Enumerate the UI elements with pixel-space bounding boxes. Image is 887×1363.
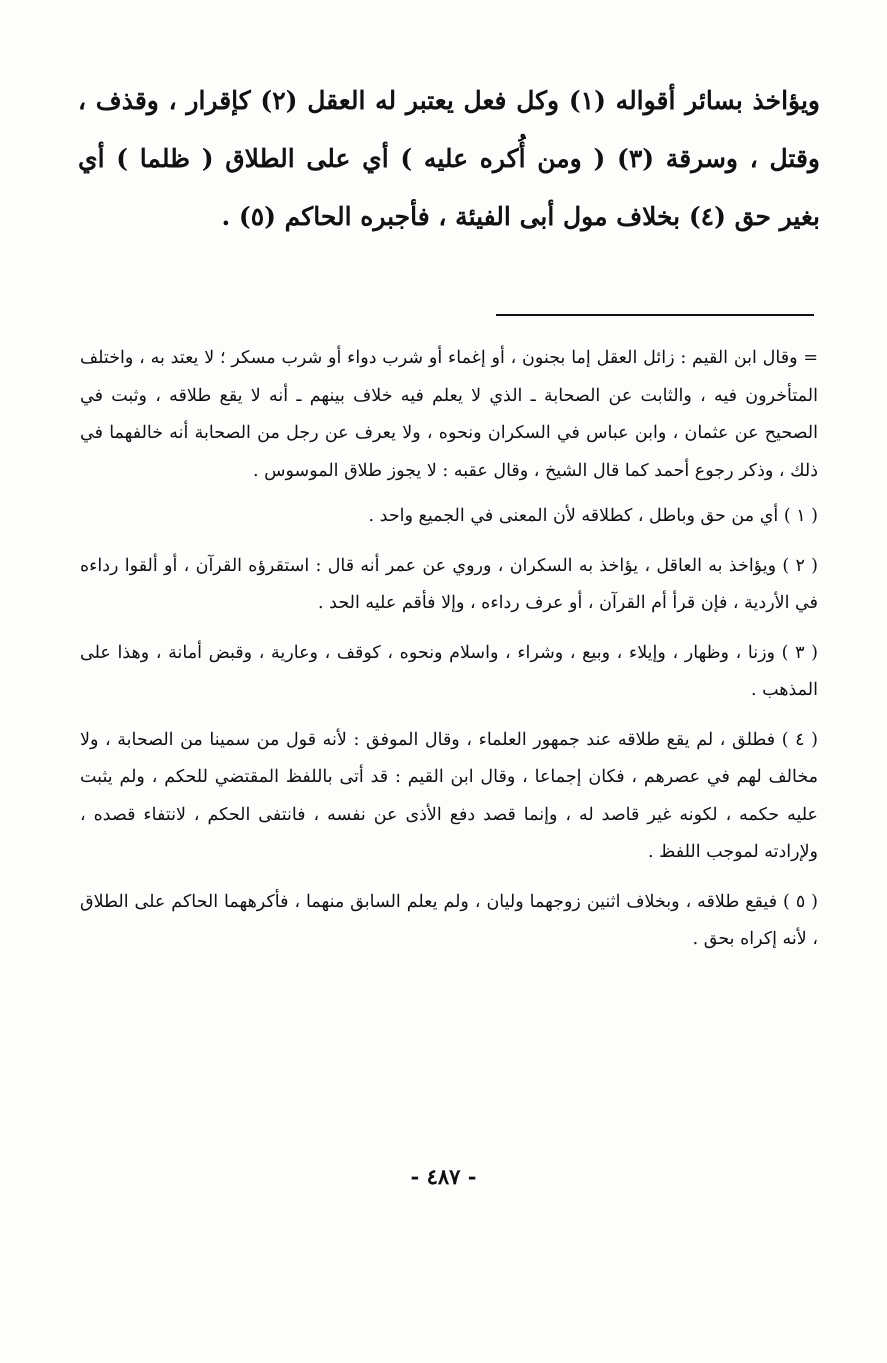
footnote-2: ( ٢ ) ويؤاخذ به العاقل ، يؤاخذ به السكران ، وروي عن عمر أنه قال : استقرؤه القرآن ، أو ألقوا رداءه في الأردية ، فإن قرأ أم القرآن ، أو عرف رداءه ، وإلا فأقم عليه الحد .: [80, 555, 818, 613]
main-text-block: [78, 72, 820, 246]
footnote-divider: [496, 314, 814, 316]
footnote-3: ( ٣ ) وزنا ، وظهار ، وإيلاء ، وبيع ، وشراء ، واسلام ونحوه ، كوقف ، وعارية ، وقبض أمانة ، وهذا على المذهب .: [80, 642, 818, 700]
footnotes-block: [80, 340, 818, 971]
footnote-1: ( ١ ) أي من حق وباطل ، كطلاقه لأن المعنى في الجميع واحد .: [368, 506, 818, 526]
main-paragraph: ويؤاخذ بسائر أقواله (١) وكل فعل يعتبر له العقل (٢) كإقرار ، وقذف ، وقتل ، وسرقة (٣) ( ومن أُكره عليه ) أي على الطلاق ( ظلما ) أي بغير حق (٤) بخلاف مول أبى الفيئة ، فأجبره الحاكم (٥) .: [78, 86, 820, 231]
page-number: - ٤٨٧ -: [410, 1164, 477, 1189]
footnote-5: ( ٥ ) فيقع طلاقه ، وبخلاف اثنين زوجهما وليان ، ولم يعلم السابق منهما ، فأكرههما الحاكم على الطلاق ، لأنه إكراه بحق .: [80, 891, 819, 949]
footnote-continuation: = وقال ابن القيم : زائل العقل إما بجنون ، أو إغماء أو شرب دواء أو شرب مسكر ؛ لا يعتد به ، واختلف المتأخرون فيه ، والثابت عن الصحابة ـ الذي لا يعلم فيه خلاف بينهم ـ أنه لا يقع طلاقه ، وثبت في الصحيح عن عثمان ، وابن عباس في السكران ونحوه ، ولا يعرف عن رجل من الصحابة أنه خالفهما في ذلك ، وذكر رجوع أحمد كما قال الشيخ ، وقال عقبه : لا يجوز طلاق الموسوس .: [80, 348, 818, 481]
footnote-4: ( ٤ ) فطلق ، لم يقع طلاقه عند جمهور العلماء ، وقال الموفق : لأنه قول من سمينا من الصحابة ، ولا مخالف لهم في عصرهم ، فكان إجماعا ، وقال ابن القيم : قد أتى باللفظ المقتضي للحكم ، ولم يثبت عليه حكمه ، لكونه غير قاصد له ، وإنما قصد دفع الأذى عن نفسه ، فانتفى الحكم ، لانتفاء قصده ، ولإرادته لموجب اللفظ .: [80, 729, 818, 862]
